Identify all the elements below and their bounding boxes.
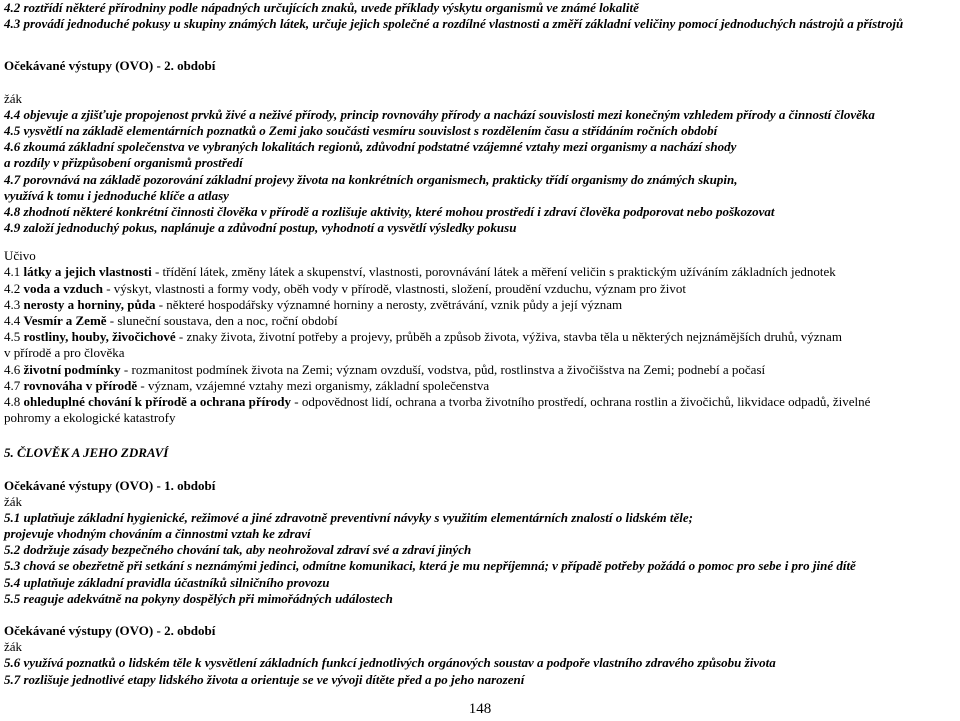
item-term: látky a jejich vlastnosti [23, 264, 152, 280]
item-term: životní podmínky [23, 361, 121, 377]
item-desc: - význam, vzájemné vztahy mezi organismy, základní společenstva [137, 377, 490, 393]
chapter-title: 5. ČLOVĚK A JEHO ZDRAVÍ [4, 445, 169, 461]
item-number: 4.2 [4, 280, 21, 296]
curriculum-item-continuation [4, 345, 958, 361]
item-term: rovnováha v přírodě [23, 377, 138, 393]
curriculum-item [4, 264, 958, 280]
curriculum-item [4, 313, 958, 329]
item-number: 4.6 [4, 361, 21, 377]
outcome-item: 5.7 rozlišuje jednotlivé etapy lidského života a orientuje se ve vývoji dítěte před a po jeho narození [4, 671, 525, 687]
item-desc: - odpovědnost lidí, ochrana a tvorba životního prostředí, ochrana rostlin a živočichů, likvidace odpadů, živelné [291, 393, 871, 409]
item-desc: - sluneční soustava, den a noc, roční období [106, 313, 338, 328]
item-desc: pohromy a ekologické katastrofy [4, 410, 176, 426]
curriculum-item [4, 362, 958, 378]
outcome-item: 4.7 porovnává na základě pozorování základní projevy života na konkrétních organismech, prakticky třídí organismy do známých skupin, [4, 171, 738, 187]
pupil-label: žák [4, 493, 23, 509]
item-term: Vesmír a Země [23, 313, 107, 328]
item-desc: - třídění látek, změny látek a skupenství, vlastnosti, porovnávání látek a měření veličin s praktickým užíváním základních jednotek [151, 264, 836, 280]
outcome-item: 4.4 objevuje a zjišťuje propojenost prvků živé a neživé přírody, princip rovnováhy přírody a nachází souvislosti mezi konečným vzhledem přírody a činností člověka [4, 106, 875, 122]
item-desc: - některé hospodářsky významné horniny a nerosty, zvětrávání, vznik půdy a její význam [155, 296, 623, 312]
outcome-item: 4.9 založí jednoduchý pokus, naplánuje a zdůvodní postup, vyhodnotí a vysvětlí výsledky pokusu [4, 220, 517, 236]
item-number: 4.8 [4, 393, 21, 409]
item-desc: - výskyt, vlastnosti a formy vody, oběh vody v přírodě, vlastnosti, složení, proudění vzduchu, význam pro život [102, 280, 686, 296]
item-desc: - znaky života, životní potřeby a projevy, průběh a způsob života, výživa, stavba těla u některých nejznámějších druhů, význam [175, 329, 842, 345]
outcome-item: 5.2 dodržuje zásady bezpečného chování tak, aby neohrožoval zdraví své a zdraví jiných [4, 542, 472, 558]
outcome-item: 5.6 využívá poznatků o lidském těle k vysvětlení základních funkcí jednotlivých orgánových soustav a podpoře vlastního zdravého způsobu života [4, 655, 776, 671]
curriculum-item-continuation [4, 410, 958, 426]
outcome-item: 4.8 zhodnotí některé konkrétní činnosti člověka v přírodě a rozlišuje aktivity, které mohou prostředí i zdraví člověka podporovat nebo poškozovat [4, 203, 775, 219]
document-page [4, 0, 958, 688]
item-number: 4.5 [4, 329, 21, 345]
pupil-label: žák [4, 90, 23, 106]
item-term: ohleduplné chování k přírodě a ochrana přírody [23, 393, 292, 409]
item-term: voda a vzduch [23, 280, 103, 296]
item-desc: - rozmanitost podmínek života na Zemi; význam ovzduší, vodstva, půd, rostlinstva a živočišstva na Zemi; podnebí a počasí [120, 361, 766, 377]
item-number: 4.3 [4, 296, 21, 312]
page-number: 148 [468, 701, 492, 717]
outcome-item: projevuje vhodným chováním a činnostmi vztah ke zdraví [4, 526, 311, 542]
outcome-item: a rozdíly v přizpůsobení organismů prostředí [4, 155, 243, 171]
text-line: 4.2 roztřídí některé přírodniny podle nápadných určujících znaků, uvede příklady výskytu organismů ve známé lokalitě [4, 0, 639, 15]
text-line: 4.3 provádí jednoduché pokusy u skupiny známých látek, určuje jejich společné a rozdílné vlastnosti a změří základní veličiny pomocí jednoduchých nástrojů a přístrojů [4, 16, 904, 32]
item-term: rostliny, houby, živočichové [23, 329, 176, 345]
pupil-label: žák [4, 639, 23, 655]
section-heading: Očekávané výstupy (OVO) - 2. období [4, 58, 216, 74]
outcome-item: 5.4 uplatňuje základní pravidla účastníků silničního provozu [4, 574, 330, 590]
curriculum-heading: Učivo [4, 248, 36, 264]
curriculum-item [4, 394, 958, 410]
outcome-item: 4.5 vysvětlí na základě elementárních poznatků o Zemi jako součásti vesmíru souvislost s rozdělením času a střídáním ročních období [4, 122, 718, 138]
item-desc: v přírodě a pro člověka [4, 345, 125, 361]
outcome-item: 5.5 reaguje adekvátně na pokyny dospělých při mimořádných událostech [4, 590, 393, 606]
curriculum-item [4, 329, 958, 345]
outcome-item: 5.1 uplatňuje základní hygienické, režimové a jiné zdravotně preventivní návyky s využitím elementárních znalostí o lidském těle; [4, 509, 693, 525]
item-number: 4.4 [4, 313, 21, 328]
outcome-item: 5.3 chová se obezřetně při setkání s neznámými jedinci, odmítne komunikaci, která je mu nepříjemná; v případě potřeby požádá o pomoc pro sebe i pro jiné dítě [4, 558, 856, 574]
curriculum-item [4, 297, 958, 313]
curriculum-item [4, 378, 958, 394]
item-number: 4.1 [4, 264, 21, 280]
outcome-item: využívá k tomu i jednoduché klíče a atlasy [4, 187, 229, 203]
outcome-item: 4.6 zkoumá základní společenstva ve vybraných lokalitách regionů, zdůvodní podstatné vzájemné vztahy mezi organismy a nachází shody [4, 139, 737, 155]
curriculum-item [4, 281, 958, 297]
section-heading: Očekávané výstupy (OVO) - 1. období [4, 477, 216, 493]
item-term: nerosty a horniny, půda [23, 296, 156, 312]
item-number: 4.7 [4, 377, 21, 393]
section-heading: Očekávané výstupy (OVO) - 2. období [4, 623, 216, 638]
